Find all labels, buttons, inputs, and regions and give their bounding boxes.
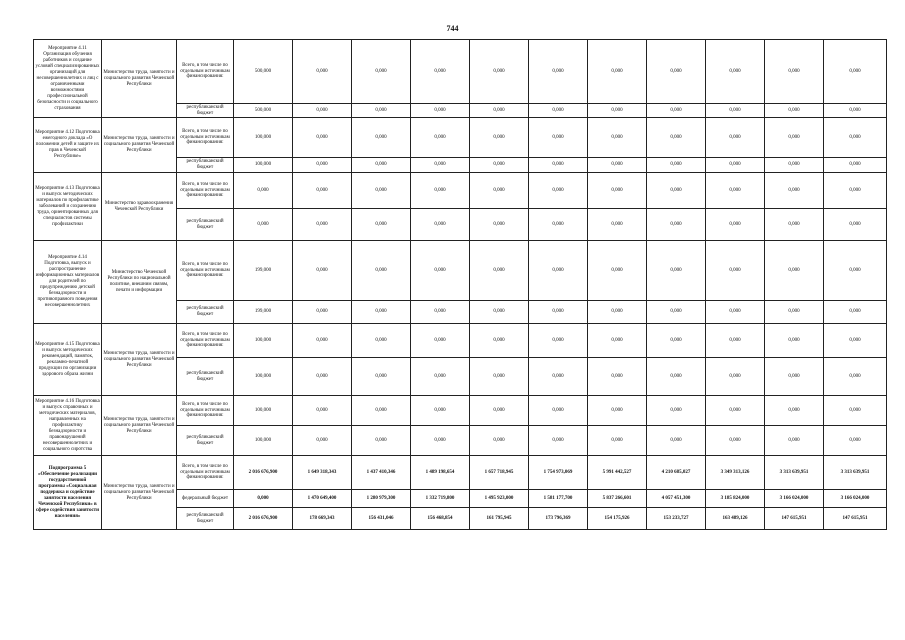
amount-cell: 0,000 [352, 301, 411, 324]
amount-cell: 0,000 [529, 118, 588, 158]
amount-cell: 0,000 [352, 396, 411, 426]
amount-cell: 0,000 [588, 158, 647, 173]
executor-cell: Министерство Чеченской Республики по национальной политике, внешним связям, печати и информации [102, 241, 177, 324]
table-row [34, 241, 887, 301]
amount-cell: 0,000 [352, 324, 411, 358]
amount-cell: 199,000 [234, 241, 293, 301]
amount-cell: 0,000 [706, 209, 765, 241]
amount-cell: 3 185 824,000 [706, 490, 765, 508]
amount-cell: 0,000 [529, 426, 588, 456]
amount-cell: 0,000 [765, 301, 824, 324]
amount-cell: 0,000 [352, 358, 411, 396]
amount-cell: 0,000 [411, 241, 470, 301]
funding-source-cell: республиканский бюджет [177, 158, 234, 173]
amount-cell: 0,000 [529, 173, 588, 209]
amount-cell: 0,000 [352, 173, 411, 209]
amount-cell: 100,000 [234, 118, 293, 158]
amount-cell: 5 837 266,601 [588, 490, 647, 508]
amount-cell: 0,000 [647, 301, 706, 324]
amount-cell: 1 470 649,400 [293, 490, 352, 508]
amount-cell: 0,000 [588, 104, 647, 118]
amount-cell: 0,000 [411, 324, 470, 358]
amount-cell: 0,000 [234, 209, 293, 241]
amount-cell: 0,000 [529, 396, 588, 426]
amount-cell: 0,000 [352, 104, 411, 118]
amount-cell: 0,000 [352, 241, 411, 301]
amount-cell: 1 280 979,300 [352, 490, 411, 508]
amount-cell: 0,000 [234, 173, 293, 209]
amount-cell: 0,000 [529, 241, 588, 301]
amount-cell: 0,000 [824, 40, 887, 104]
amount-cell: 500,000 [234, 104, 293, 118]
amount-cell: 0,000 [293, 173, 352, 209]
amount-cell: 0,000 [765, 118, 824, 158]
amount-cell: 2 016 676,900 [234, 456, 293, 490]
activity-name-cell: Мероприятие 4.14 Подготовка, выпуск и распространение информационных материалов для родителей по предупреждению детской безнадзорности и противоправного поведения несовершеннолетних [34, 241, 102, 324]
amount-cell: 156 468,854 [411, 508, 470, 530]
amount-cell: 0,000 [470, 40, 529, 104]
amount-cell: 0,000 [293, 396, 352, 426]
funding-source-cell: федеральный бюджет [177, 490, 234, 508]
amount-cell: 0,000 [706, 158, 765, 173]
amount-cell: 0,000 [411, 158, 470, 173]
amount-cell: 0,000 [234, 490, 293, 508]
amount-cell: 0,000 [647, 118, 706, 158]
funding-source-cell: Всего, в том числе по отдельным источникам финансирования: [177, 40, 234, 104]
amount-cell: 0,000 [293, 324, 352, 358]
amount-cell: 0,000 [411, 358, 470, 396]
amount-cell: 3 166 024,000 [765, 490, 824, 508]
amount-cell: 0,000 [647, 173, 706, 209]
amount-cell: 0,000 [293, 301, 352, 324]
activity-name-cell: Мероприятие 4.12 Подготовка ежегодного доклада «О положении детей и защите их прав в Чеченской Республике» [34, 118, 102, 173]
amount-cell: 0,000 [824, 301, 887, 324]
amount-cell: 0,000 [470, 118, 529, 158]
table-row [34, 456, 887, 490]
amount-cell: 100,000 [234, 324, 293, 358]
amount-cell: 0,000 [411, 118, 470, 158]
funding-source-cell: республиканский бюджет [177, 104, 234, 118]
amount-cell: 199,000 [234, 301, 293, 324]
amount-cell: 0,000 [647, 358, 706, 396]
amount-cell: 0,000 [588, 396, 647, 426]
amount-cell: 0,000 [824, 173, 887, 209]
amount-cell: 0,000 [529, 104, 588, 118]
amount-cell: 0,000 [647, 104, 706, 118]
amount-cell: 0,000 [765, 396, 824, 426]
amount-cell: 100,000 [234, 396, 293, 426]
amount-cell: 0,000 [293, 118, 352, 158]
amount-cell: 0,000 [765, 241, 824, 301]
amount-cell: 0,000 [647, 40, 706, 104]
executor-cell: Министерство здравоохранения Чеченской Республики [102, 173, 177, 241]
executor-cell: Министерство труда, занятости и социального развития Чеченской Республики [102, 118, 177, 173]
funding-source-cell: республиканский бюджет [177, 301, 234, 324]
amount-cell: 0,000 [765, 209, 824, 241]
amount-cell: 0,000 [824, 158, 887, 173]
activity-name-cell: Подпрограмма 5 «Обеспечение реализации государственной программы «Социальная поддержка и содействие занятости населения Чеченской Республики» в сфере содействия занятости населения» [34, 456, 102, 530]
amount-cell: 0,000 [706, 173, 765, 209]
amount-cell: 5 991 442,527 [588, 456, 647, 490]
amount-cell: 0,000 [824, 118, 887, 158]
amount-cell: 0,000 [352, 40, 411, 104]
executor-cell: Министерство труда, занятости и социального развития Чеченской Республики [102, 456, 177, 530]
amount-cell: 0,000 [529, 40, 588, 104]
amount-cell: 0,000 [293, 426, 352, 456]
amount-cell: 3 166 024,000 [824, 490, 887, 508]
amount-cell: 1 437 410,346 [352, 456, 411, 490]
amount-cell: 100,000 [234, 158, 293, 173]
amount-cell: 0,000 [824, 396, 887, 426]
amount-cell: 0,000 [293, 358, 352, 396]
amount-cell: 1 657 718,945 [470, 456, 529, 490]
amount-cell: 156 431,046 [352, 508, 411, 530]
amount-cell: 0,000 [470, 324, 529, 358]
amount-cell: 0,000 [352, 426, 411, 456]
amount-cell: 1 649 318,343 [293, 456, 352, 490]
amount-cell: 0,000 [588, 40, 647, 104]
amount-cell: 0,000 [411, 301, 470, 324]
amount-cell: 161 795,945 [470, 508, 529, 530]
amount-cell: 0,000 [824, 358, 887, 396]
amount-cell: 0,000 [470, 104, 529, 118]
amount-cell: 0,000 [824, 104, 887, 118]
amount-cell: 0,000 [706, 118, 765, 158]
financing-table [33, 39, 887, 530]
amount-cell: 3 313 639,951 [824, 456, 887, 490]
amount-cell: 0,000 [824, 324, 887, 358]
funding-source-cell: республиканский бюджет [177, 508, 234, 530]
amount-cell: 4 210 685,027 [647, 456, 706, 490]
table-row [34, 118, 887, 158]
table-row [34, 173, 887, 209]
amount-cell: 0,000 [293, 209, 352, 241]
amount-cell: 0,000 [588, 358, 647, 396]
amount-cell: 0,000 [706, 241, 765, 301]
amount-cell: 0,000 [588, 241, 647, 301]
amount-cell: 0,000 [411, 396, 470, 426]
funding-source-cell: Всего, в том числе по отдельным источникам финансирования: [177, 118, 234, 158]
amount-cell: 0,000 [529, 158, 588, 173]
amount-cell: 0,000 [706, 40, 765, 104]
table-row [34, 396, 887, 426]
amount-cell: 0,000 [647, 426, 706, 456]
amount-cell: 0,000 [470, 426, 529, 456]
table-row [34, 324, 887, 358]
amount-cell: 1 495 923,000 [470, 490, 529, 508]
amount-cell: 0,000 [411, 209, 470, 241]
executor-cell: Министерство труда, занятости и социального развития Чеченской Республики [102, 40, 177, 118]
amount-cell: 0,000 [470, 158, 529, 173]
funding-source-cell: республиканский бюджет [177, 426, 234, 456]
amount-cell: 0,000 [765, 324, 824, 358]
amount-cell: 0,000 [529, 324, 588, 358]
amount-cell: 0,000 [765, 426, 824, 456]
amount-cell: 147 615,951 [824, 508, 887, 530]
amount-cell: 3 349 313,126 [706, 456, 765, 490]
funding-source-cell: Всего, в том числе по отдельным источникам финансирования: [177, 396, 234, 426]
amount-cell: 0,000 [706, 324, 765, 358]
amount-cell: 0,000 [352, 209, 411, 241]
amount-cell: 0,000 [588, 426, 647, 456]
amount-cell: 154 175,926 [588, 508, 647, 530]
amount-cell: 0,000 [706, 396, 765, 426]
amount-cell: 0,000 [706, 358, 765, 396]
amount-cell: 4 057 451,300 [647, 490, 706, 508]
amount-cell: 0,000 [470, 396, 529, 426]
amount-cell: 0,000 [588, 118, 647, 158]
amount-cell: 0,000 [352, 118, 411, 158]
amount-cell: 0,000 [470, 241, 529, 301]
funding-source-cell: Всего, в том числе по отдельным источникам финансирования: [177, 324, 234, 358]
amount-cell: 0,000 [706, 301, 765, 324]
amount-cell: 0,000 [647, 396, 706, 426]
funding-source-cell: республиканский бюджет [177, 209, 234, 241]
amount-cell: 147 615,951 [765, 508, 824, 530]
amount-cell: 0,000 [588, 173, 647, 209]
funding-source-cell: республиканский бюджет [177, 358, 234, 396]
amount-cell: 0,000 [529, 358, 588, 396]
amount-cell: 0,000 [352, 158, 411, 173]
table-row [34, 40, 887, 104]
amount-cell: 0,000 [765, 40, 824, 104]
amount-cell: 0,000 [293, 40, 352, 104]
activity-name-cell: Мероприятие 4.16 Подготовка и выпуск справочных и методических материалов, направленных на профилактику безнадзорности и правонарушений несовершеннолетних и социального сиротства [34, 396, 102, 456]
executor-cell: Министерство труда, занятости и социального развития Чеченской Республики [102, 324, 177, 396]
amount-cell: 0,000 [588, 301, 647, 324]
amount-cell: 0,000 [470, 209, 529, 241]
amount-cell: 0,000 [588, 324, 647, 358]
amount-cell: 0,000 [706, 426, 765, 456]
executor-cell: Министерство труда, занятости и социального развития Чеченской Республики [102, 396, 177, 456]
amount-cell: 0,000 [411, 173, 470, 209]
amount-cell: 2 016 676,900 [234, 508, 293, 530]
amount-cell: 0,000 [765, 104, 824, 118]
amount-cell: 0,000 [706, 104, 765, 118]
amount-cell: 0,000 [765, 358, 824, 396]
amount-cell: 0,000 [411, 40, 470, 104]
amount-cell: 500,000 [234, 40, 293, 104]
amount-cell: 0,000 [765, 173, 824, 209]
amount-cell: 173 796,369 [529, 508, 588, 530]
amount-cell: 0,000 [647, 324, 706, 358]
page-number: 744 [446, 24, 459, 33]
activity-name-cell: Мероприятие 4.15 Подготовка и выпуск методических рекомендаций, памяток, рекламно-печатной продукции по организации здорового образа жизни [34, 324, 102, 396]
amount-cell: 0,000 [647, 241, 706, 301]
amount-cell: 1 332 719,800 [411, 490, 470, 508]
amount-cell: 163 489,126 [706, 508, 765, 530]
amount-cell: 0,000 [529, 301, 588, 324]
amount-cell: 0,000 [647, 158, 706, 173]
amount-cell: 178 669,343 [293, 508, 352, 530]
amount-cell: 0,000 [293, 241, 352, 301]
amount-cell: 0,000 [293, 158, 352, 173]
amount-cell: 0,000 [588, 209, 647, 241]
amount-cell: 0,000 [293, 104, 352, 118]
amount-cell: 0,000 [824, 426, 887, 456]
activity-name-cell: Мероприятие 4.13 Подготовка и выпуск методических материалов по профилактике заболеваний и сохранению труда, ориентированных для специалистов системы профилактики [34, 173, 102, 241]
amount-cell: 0,000 [470, 358, 529, 396]
amount-cell: 100,000 [234, 426, 293, 456]
funding-source-cell: Всего, в том числе по отдельным источникам финансирования: [177, 241, 234, 301]
amount-cell: 0,000 [824, 209, 887, 241]
funding-source-cell: Всего, в том числе по отдельным источникам финансирования: [177, 456, 234, 490]
amount-cell: 0,000 [470, 173, 529, 209]
amount-cell: 153 233,727 [647, 508, 706, 530]
amount-cell: 0,000 [824, 241, 887, 301]
amount-cell: 100,000 [234, 358, 293, 396]
amount-cell: 1 754 973,069 [529, 456, 588, 490]
amount-cell: 0,000 [529, 209, 588, 241]
funding-source-cell: Всего, в том числе по отдельным источникам финансирования: [177, 173, 234, 209]
amount-cell: 0,000 [765, 158, 824, 173]
amount-cell: 0,000 [647, 209, 706, 241]
amount-cell: 1 489 198,654 [411, 456, 470, 490]
activity-name-cell: Мероприятие 4.11 Организация обучения работников и создание условий специализированных организаций для несовершеннолетних и лиц с ограниченными возможностями профессиональной безопасности и социального страхования [34, 40, 102, 118]
amount-cell: 1 581 177,700 [529, 490, 588, 508]
amount-cell: 0,000 [411, 104, 470, 118]
amount-cell: 3 313 639,951 [765, 456, 824, 490]
amount-cell: 0,000 [470, 301, 529, 324]
amount-cell: 0,000 [411, 426, 470, 456]
